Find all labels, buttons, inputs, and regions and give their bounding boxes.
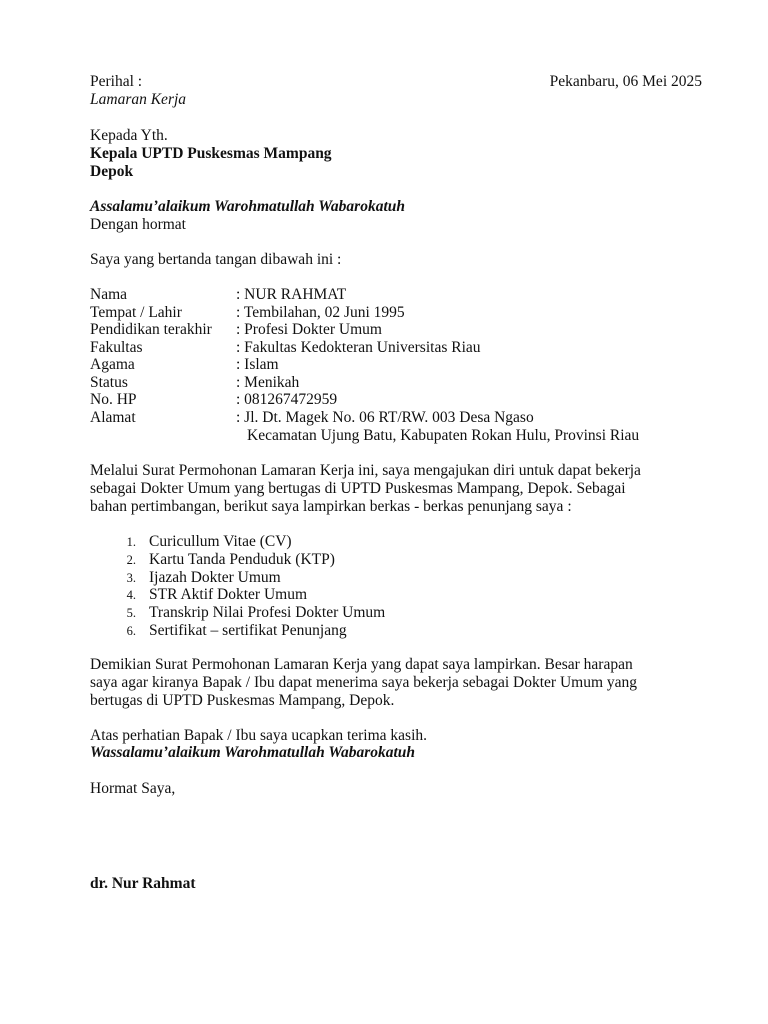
- body-paragraph-line: sebagai Dokter Umum yang bertugas di UPTD Puskesmas Mampang, Depok. Sebagai: [90, 480, 626, 497]
- identity-row-no-hp: [90, 391, 730, 409]
- identity-label: Alamat: [90, 409, 136, 426]
- recipient-name: Kepala UPTD Puskesmas Mampang: [90, 145, 332, 162]
- list-text: Transkrip Nilai Profesi Dokter Umum: [149, 604, 386, 622]
- identity-label: Tempat / Lahir: [90, 304, 182, 321]
- identity-row-fakultas: [90, 339, 730, 357]
- attachment-list: [90, 533, 385, 640]
- identity-label: Fakultas: [90, 339, 143, 356]
- identity-row-status: [90, 374, 730, 392]
- identity-value: : Tembilahan, 02 Juni 1995: [236, 304, 405, 321]
- identity-label: Pendidikan terakhir: [90, 321, 212, 338]
- list-item: [90, 551, 385, 569]
- list-item: [90, 569, 385, 587]
- list-number: 3.: [126, 570, 136, 585]
- recipient-greeting: Kepada Yth.: [90, 127, 168, 144]
- identity-label: Nama: [90, 286, 128, 303]
- signature-name: dr. Nur Rahmat: [90, 875, 196, 892]
- list-item: [90, 533, 385, 551]
- body-paragraph-line: Demikian Surat Permohonan Lamaran Kerja yang dapat saya lampirkan. Besar harapan: [90, 656, 633, 673]
- list-item: [90, 586, 385, 604]
- identity-row-agama: [90, 356, 730, 374]
- closing-salam: Wassalamu’alaikum Warohmatullah Wabarokatuh: [90, 744, 416, 761]
- perihal-value: Lamaran Kerja: [90, 91, 187, 108]
- list-number: 2.: [126, 552, 136, 567]
- opening-intro: Saya yang bertanda tangan dibawah ini :: [90, 251, 342, 268]
- identity-value: : Menikah: [236, 374, 300, 391]
- recipient-city: Depok: [90, 163, 134, 180]
- body-paragraph-line: saya agar kiranya Bapak / Ibu dapat menerima saya bekerja sebagai Dokter Umum yang: [90, 674, 638, 691]
- identity-value: : NUR RAHMAT: [236, 286, 347, 303]
- identity-value: : 081267472959: [236, 391, 338, 408]
- list-item: [90, 622, 385, 640]
- identity-row-alamat: [90, 409, 730, 427]
- identity-value: : Profesi Dokter Umum: [236, 321, 382, 338]
- list-number: 6.: [126, 623, 136, 638]
- opening-hormat: Dengan hormat: [90, 216, 186, 233]
- perihal-label: Perihal :: [90, 73, 143, 90]
- hormat-saya: Hormat Saya,: [90, 780, 176, 797]
- identity-value: : Jl. Dt. Magek No. 06 RT/RW. 003 Desa Ngaso: [236, 409, 534, 426]
- list-item: [90, 604, 385, 622]
- opening-salam: Assalamu’alaikum Warohmatullah Wabarokatuh: [90, 198, 405, 215]
- list-text: STR Aktif Dokter Umum: [149, 586, 308, 604]
- list-number: 1.: [126, 535, 136, 549]
- identity-row-nama: [90, 286, 730, 304]
- body-paragraph-line: Melalui Surat Permohonan Lamaran Kerja ini, saya mengajukan diri untuk dapat bekerja: [90, 462, 641, 479]
- body-paragraph-line: bertugas di UPTD Puskesmas Mampang, Depok.: [90, 692, 395, 709]
- identity-row-tempat-lahir: [90, 304, 730, 322]
- list-text: Curicullum Vitae (CV): [149, 533, 292, 550]
- identity-row-pendidikan: [90, 321, 730, 339]
- body-paragraph-line: bahan pertimbangan, berikut saya lampirkan berkas - berkas penunjang saya :: [90, 498, 572, 515]
- identity-value: : Fakultas Kedokteran Universitas Riau: [236, 339, 481, 356]
- list-text: Sertifikat – sertifikat Penunjang: [149, 621, 347, 639]
- identity-value: : Islam: [236, 356, 279, 373]
- list-text: Ijazah Dokter Umum: [149, 568, 281, 586]
- list-number: 4.: [126, 588, 136, 603]
- identity-label: Status: [90, 374, 128, 391]
- place-date: Pekanbaru, 06 Mei 2025: [549, 73, 702, 90]
- thanks-line: Atas perhatian Bapak / Ibu saya ucapkan terima kasih.: [90, 727, 428, 744]
- identity-label: Agama: [90, 356, 135, 373]
- list-number: 5.: [126, 606, 136, 621]
- identity-label: No. HP: [90, 391, 137, 408]
- address-continuation: Kecamatan Ujung Batu, Kabupaten Rokan Hulu, Provinsi Riau: [247, 427, 640, 444]
- list-text: Kartu Tanda Penduduk (KTP): [149, 550, 335, 568]
